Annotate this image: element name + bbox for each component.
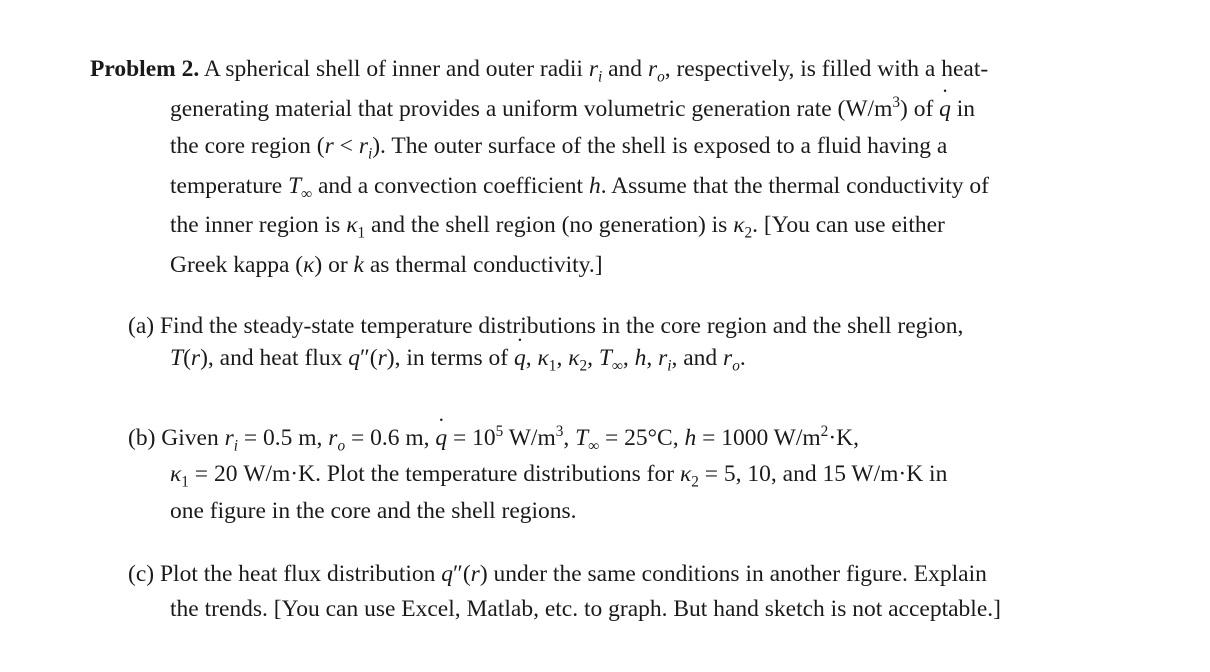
part-c-label: (c) [128, 561, 155, 587]
tinf-value: 25°C [624, 425, 673, 451]
problem-label: Problem 2. [90, 56, 200, 82]
problem-line-6: Greek kappa (κ) or k as thermal conductivity.] [170, 252, 603, 278]
text: generating material that provides a uniform volumetric generation rate (W/m [170, 96, 893, 122]
part-a-label: (a) [128, 313, 155, 339]
text: ) of [900, 96, 934, 122]
part-b-line-1: (b) Given $r_i = 0.5$ m, $r_o = 0.6$ m, q ˙ = $10^5$ $W/m^3$, $T_\infty = 25^\circ C$, h = 1000 $W/m^2\cdot K$, [128, 423, 859, 453]
text: Plot the heat flux distribution [159, 561, 436, 587]
h-value: 1000 W/m [721, 425, 821, 451]
text: Find the steady-state temperature distributions in the core region and the shell region, [159, 313, 964, 339]
h-unit: ·K [828, 425, 854, 451]
text: and a convection coefficient [317, 173, 584, 199]
text: one figure in the core and the shell regions. [170, 498, 577, 524]
part-c-line-1: (c) Plot the heat flux distribution q″(r) under the same conditions in another figure. Explain [128, 561, 987, 587]
ri-value: 0.5 m [263, 425, 317, 451]
text: the core region ( [170, 133, 325, 159]
text: . Assume that the thermal conductivity of [600, 173, 990, 199]
q-value: 10 [472, 425, 496, 451]
text: the inner region is [170, 212, 341, 238]
text: , and heat flux [207, 345, 343, 371]
text: Given [161, 425, 219, 451]
k2-values: 5, 10, and 15 W/m·K in [723, 461, 948, 487]
part-b-label: (b) [128, 425, 156, 451]
text: A spherical shell of inner and outer radii [203, 56, 583, 82]
text: as thermal conductivity.] [369, 252, 603, 278]
text: Greek kappa ( [170, 252, 304, 278]
k1-value: 20 W/m·K [213, 461, 316, 487]
problem-line-3: the core region $(r < r_i)$. The outer surface of the shell is exposed to a fluid having a [170, 133, 948, 163]
text: , in terms of [394, 345, 509, 371]
ro-value: 0.6 m [370, 425, 424, 451]
problem-line-1: Problem 2. A spherical shell of inner and outer radii $r_i$ and $r_o$, respectively, is filled with a heat- [90, 56, 989, 86]
problem-line-5: the inner region is $\kappa_1$ and the shell region (no generation) is $\kappa_2$. [You can use either [170, 212, 945, 242]
text: ). The outer surface of the shell is exposed to a fluid having a [372, 133, 948, 159]
text: and the shell region (no generation) is [371, 212, 728, 238]
text: ) or [314, 252, 348, 278]
q-unit: W/m [508, 425, 556, 451]
problem-line-2: generating material that provides a uniform volumetric generation rate $(W/m^3)$ of q ˙ in [170, 94, 975, 124]
text: , respectively, is filled with a heat- [664, 56, 989, 82]
text: temperature [170, 173, 283, 199]
part-b-line-3 [170, 496, 577, 526]
part-b-line-2: $\kappa_1 = 20$ W/m·K. Plot the temperature distributions for $\kappa_2 = 5$, 10, and 15 W/m·K in [170, 461, 948, 491]
problem-line-4: temperature $T_\infty$ and a convection coefficient h. Assume that the thermal conductivity of [170, 173, 990, 203]
text: in [956, 96, 976, 122]
part-a-line-2: T(r), and heat flux q″(r), in terms of q ˙, $\kappa_1$, $\kappa_2$, $T_\infty$, h, $r_i$, and $r_o$. [170, 343, 746, 373]
text: the trends. [You can use Excel, Matlab, etc. to graph. But hand sketch is not acceptable.] [170, 596, 1001, 622]
text: and [608, 56, 643, 82]
text: under the same conditions in another figure. Explain [493, 561, 987, 587]
part-c-line-2 [170, 594, 1001, 624]
text: . [You can use either [752, 212, 945, 238]
text: . Plot the temperature distributions for [315, 461, 675, 487]
part-a-line-1 [128, 311, 963, 341]
text: and [683, 345, 718, 371]
